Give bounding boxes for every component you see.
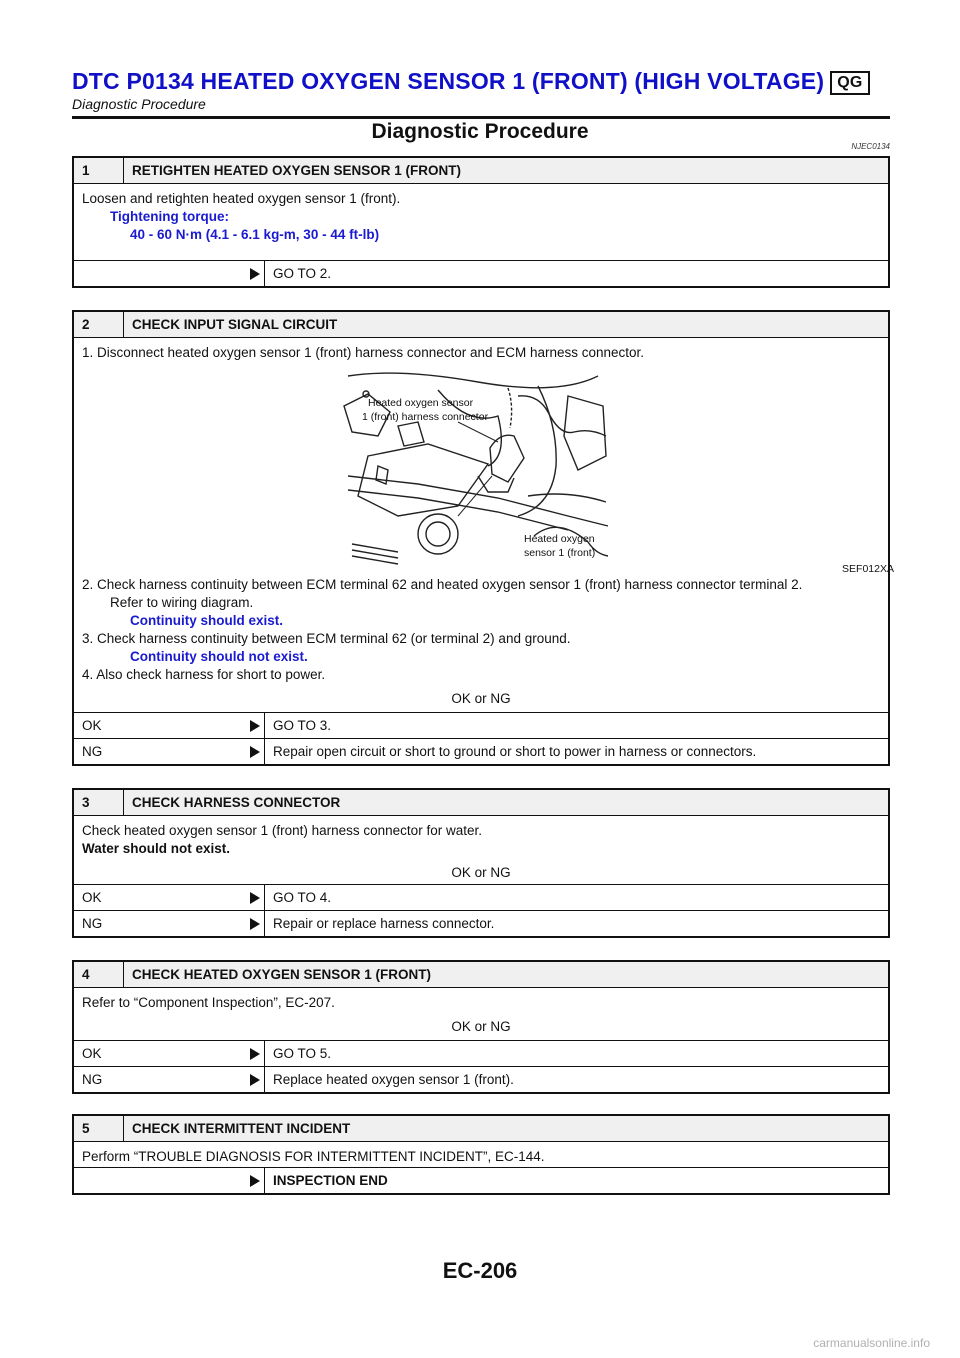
result-action: GO TO 2. — [264, 261, 888, 286]
step-body — [74, 1142, 888, 1167]
result-row-ng — [74, 910, 888, 936]
result-action: Replace heated oxygen sensor 1 (front). — [264, 1067, 888, 1092]
step-line: 1. Disconnect heated oxygen sensor 1 (front) harness connector and ECM harness connector. — [82, 345, 645, 360]
spec-value: Continuity should not exist. — [130, 649, 308, 664]
step-header — [74, 790, 888, 816]
engine-bay-figure — [338, 366, 894, 576]
result-label: OK — [74, 713, 264, 738]
page-header-title — [72, 68, 870, 95]
ok-or-ng-label: OK or NG — [451, 1019, 511, 1034]
result-action: GO TO 5. — [264, 1041, 888, 1066]
result-action: Repair open circuit or short to ground or short to power in harness or connectors. — [264, 739, 888, 764]
step-number: 3 — [74, 790, 124, 815]
result-action: INSPECTION END — [264, 1168, 888, 1193]
engine-badge: QG — [830, 71, 869, 95]
figure-label-connector-line1: Heated oxygen sensor — [368, 397, 474, 409]
spec-value: Continuity should exist. — [130, 613, 284, 628]
figure-label-sensor-line2: sensor 1 (front) — [524, 547, 596, 559]
result-row-ng — [74, 738, 888, 764]
spec-value: 40 - 60 N·m (4.1 - 6.1 kg-m, 30 - 44 ft-lb) — [130, 227, 380, 242]
step-line: 4. Also check harness for short to power. — [82, 667, 326, 682]
page-number: EC-206 — [442, 1258, 518, 1283]
result-row-ok — [74, 712, 888, 738]
step-number: 4 — [74, 962, 124, 987]
result-action: Repair or replace harness connector. — [264, 911, 888, 936]
result-label — [74, 261, 264, 286]
spec-label: Tightening torque: — [110, 209, 229, 224]
result-action: GO TO 4. — [264, 885, 888, 910]
watermark: carmanualsonline.info — [813, 1336, 930, 1350]
step-line: Refer to wiring diagram. — [110, 595, 254, 610]
result-row-ok — [74, 884, 888, 910]
result-label: NG — [74, 911, 264, 936]
ok-or-ng-label: OK or NG — [451, 865, 511, 880]
step-number: 2 — [74, 312, 124, 337]
result-row — [74, 260, 888, 286]
result-label — [74, 1168, 264, 1193]
section-code: NJEC0134 — [851, 142, 890, 151]
result-label: OK — [74, 885, 264, 910]
step-title: CHECK INTERMITTENT INCIDENT — [132, 1121, 351, 1136]
arrow-right-icon — [250, 1175, 260, 1187]
result-row — [74, 1167, 888, 1193]
result-row-ng — [74, 1066, 888, 1092]
page-header-subtitle: Diagnostic Procedure — [72, 96, 206, 112]
result-label: NG — [74, 1067, 264, 1092]
result-label: NG — [74, 739, 264, 764]
step-header — [74, 962, 888, 988]
arrow-right-icon — [250, 918, 260, 930]
step-1 — [72, 156, 890, 288]
step-line: Perform “TROUBLE DIAGNOSIS FOR INTERMITTENT INCIDENT”, EC-144. — [82, 1149, 545, 1164]
figure-label-connector-line2: 1 (front) harness connector — [362, 411, 489, 423]
step-line: Refer to “Component Inspection”, EC-207. — [82, 995, 335, 1010]
step-line: 2. Check harness continuity between ECM terminal 62 and heated oxygen sensor 1 (front) harness connector terminal 2. — [82, 577, 803, 592]
step-header — [74, 1116, 888, 1142]
step-body — [74, 816, 888, 884]
step-header — [74, 158, 888, 184]
figure-label-sensor-line1: Heated oxygen — [524, 533, 595, 545]
result-row-ok — [74, 1040, 888, 1066]
arrow-right-icon — [250, 892, 260, 904]
arrow-right-icon — [250, 746, 260, 758]
figure-code: SEF012XA — [842, 563, 894, 575]
step-body — [74, 338, 894, 712]
spec-value: Water should not exist. — [82, 841, 231, 856]
arrow-right-icon — [250, 1074, 260, 1086]
arrow-right-icon — [250, 720, 260, 732]
step-2 — [72, 310, 894, 766]
step-title: CHECK HEATED OXYGEN SENSOR 1 (FRONT) — [132, 967, 432, 982]
section-title: Diagnostic Procedure — [371, 120, 589, 143]
result-label: OK — [74, 1041, 264, 1066]
step-body — [74, 988, 888, 1040]
step-5 — [72, 1114, 890, 1195]
step-3 — [72, 788, 890, 938]
arrow-right-icon — [250, 268, 260, 280]
step-number: 5 — [74, 1116, 124, 1141]
header-divider — [72, 116, 890, 119]
step-title: RETIGHTEN HEATED OXYGEN SENSOR 1 (FRONT) — [132, 163, 462, 178]
step-header — [74, 312, 888, 338]
ok-or-ng-label: OK or NG — [451, 691, 511, 706]
step-title: CHECK INPUT SIGNAL CIRCUIT — [132, 317, 338, 332]
step-line: Loosen and retighten heated oxygen sensor 1 (front). — [82, 191, 401, 206]
step-line: Check heated oxygen sensor 1 (front) harness connector for water. — [82, 823, 482, 838]
step-number: 1 — [74, 158, 124, 183]
engine-bay-illustration — [338, 366, 878, 576]
result-action: GO TO 3. — [264, 713, 888, 738]
step-4 — [72, 960, 890, 1094]
arrow-right-icon — [250, 1048, 260, 1060]
step-body — [74, 184, 888, 260]
step-line: 3. Check harness continuity between ECM terminal 62 (or terminal 2) and ground. — [82, 631, 571, 646]
step-title: CHECK HARNESS CONNECTOR — [132, 795, 341, 810]
header-title-text: DTC P0134 HEATED OXYGEN SENSOR 1 (FRONT) (HIGH VOLTAGE) — [72, 68, 825, 94]
